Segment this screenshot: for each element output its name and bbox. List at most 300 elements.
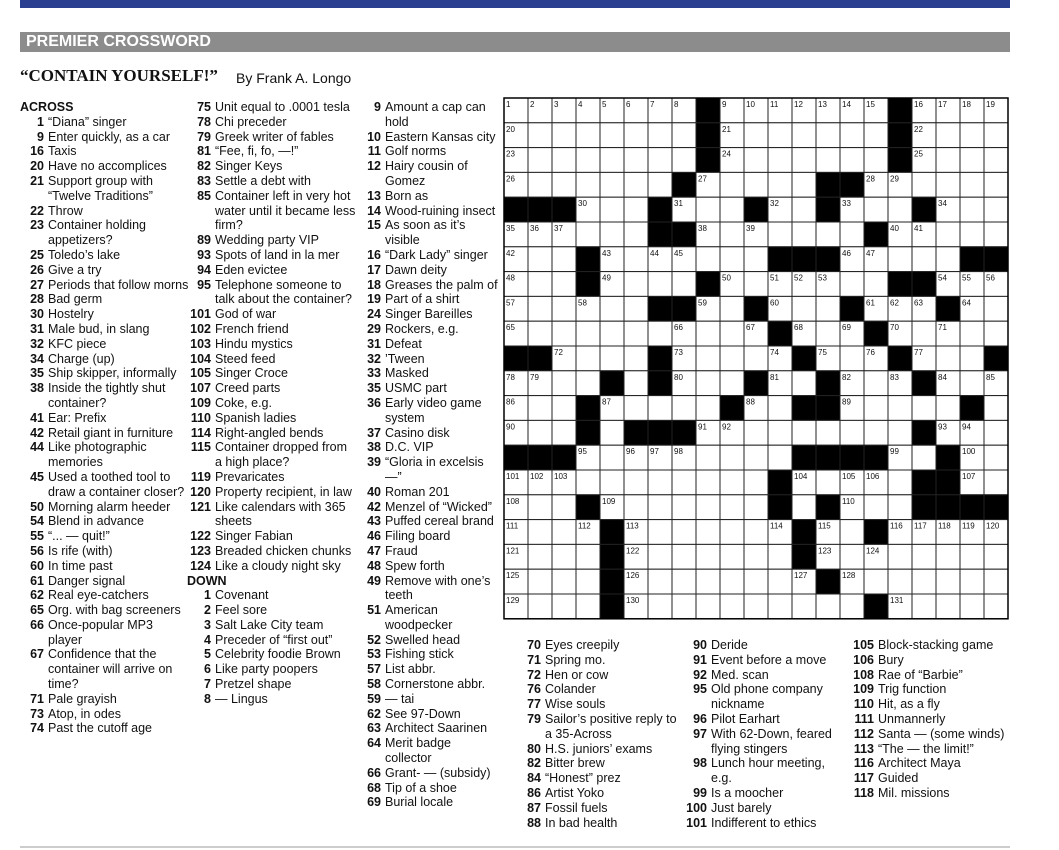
clue[interactable]	[517, 682, 677, 697]
grid-cell[interactable]	[672, 520, 696, 545]
grid-cell[interactable]	[864, 495, 888, 520]
grid-cell[interactable]	[552, 172, 576, 197]
grid-cell[interactable]	[744, 445, 768, 470]
clue[interactable]	[20, 115, 190, 130]
clue[interactable]	[20, 130, 190, 145]
grid-cell[interactable]	[624, 396, 648, 421]
clue[interactable]	[20, 514, 190, 529]
clue[interactable]	[683, 756, 848, 786]
grid-cell[interactable]	[552, 396, 576, 421]
grid-cell[interactable]	[840, 272, 864, 297]
clue[interactable]	[187, 307, 357, 322]
grid-cell[interactable]	[624, 272, 648, 297]
clue[interactable]	[683, 801, 848, 816]
clue[interactable]	[357, 204, 499, 219]
clue[interactable]	[357, 440, 499, 455]
clue[interactable]	[20, 307, 190, 322]
clue[interactable]	[357, 544, 499, 559]
grid-cell[interactable]	[744, 520, 768, 545]
clue[interactable]	[187, 189, 357, 233]
grid-cell[interactable]	[720, 197, 744, 222]
clue[interactable]	[357, 455, 499, 485]
grid-cell[interactable]	[528, 396, 552, 421]
grid-cell[interactable]	[552, 148, 576, 173]
grid-cell[interactable]	[552, 371, 576, 396]
clue[interactable]	[357, 795, 499, 810]
grid-cell[interactable]	[984, 222, 1008, 247]
grid-cell[interactable]	[912, 594, 936, 619]
grid-cell[interactable]	[816, 148, 840, 173]
clue[interactable]	[20, 322, 190, 337]
clue[interactable]	[187, 159, 357, 174]
grid-cell[interactable]	[624, 371, 648, 396]
grid-cell[interactable]	[936, 569, 960, 594]
grid-cell[interactable]	[576, 346, 600, 371]
clue[interactable]	[187, 322, 357, 337]
clue[interactable]	[187, 440, 357, 470]
clue[interactable]	[20, 544, 190, 559]
clue[interactable]	[20, 248, 190, 263]
grid-cell[interactable]	[792, 420, 816, 445]
grid-cell[interactable]	[864, 420, 888, 445]
clue[interactable]	[187, 618, 357, 633]
grid-cell[interactable]	[888, 247, 912, 272]
clue[interactable]	[850, 712, 1010, 727]
grid-cell[interactable]	[672, 594, 696, 619]
clue[interactable]	[517, 742, 677, 757]
clue[interactable]	[517, 668, 677, 683]
grid-cell[interactable]	[720, 222, 744, 247]
grid-cell[interactable]	[936, 172, 960, 197]
grid-cell[interactable]	[720, 569, 744, 594]
clue[interactable]	[357, 677, 499, 692]
grid-cell[interactable]	[576, 569, 600, 594]
clue[interactable]	[20, 366, 190, 381]
clue[interactable]	[20, 218, 190, 248]
grid-cell[interactable]	[696, 544, 720, 569]
clue[interactable]	[683, 638, 848, 653]
grid-cell[interactable]	[576, 470, 600, 495]
grid-cell[interactable]	[840, 544, 864, 569]
grid-cell[interactable]	[744, 346, 768, 371]
clue[interactable]	[357, 263, 499, 278]
grid-cell[interactable]	[600, 222, 624, 247]
grid-cell[interactable]	[960, 172, 984, 197]
clue[interactable]	[20, 337, 190, 352]
grid-cell[interactable]	[624, 172, 648, 197]
grid-cell[interactable]	[840, 346, 864, 371]
clue[interactable]	[357, 352, 499, 367]
grid-cell[interactable]	[768, 123, 792, 148]
grid-cell[interactable]	[624, 296, 648, 321]
clue[interactable]	[357, 292, 499, 307]
clue[interactable]	[517, 816, 677, 831]
grid-cell[interactable]	[768, 172, 792, 197]
grid-cell[interactable]	[672, 148, 696, 173]
grid-cell[interactable]	[768, 569, 792, 594]
clue[interactable]	[517, 712, 677, 742]
grid-cell[interactable]	[768, 148, 792, 173]
grid-cell[interactable]	[576, 222, 600, 247]
clue[interactable]	[20, 411, 190, 426]
clue[interactable]	[683, 816, 848, 831]
grid-cell[interactable]	[696, 247, 720, 272]
grid-cell[interactable]	[936, 346, 960, 371]
grid-cell[interactable]	[720, 594, 744, 619]
grid-cell[interactable]	[624, 222, 648, 247]
grid-cell[interactable]	[600, 197, 624, 222]
grid-cell[interactable]	[528, 544, 552, 569]
clue[interactable]	[20, 618, 190, 648]
grid-cell[interactable]	[552, 544, 576, 569]
clue[interactable]	[187, 130, 357, 145]
grid-cell[interactable]	[912, 445, 936, 470]
grid-cell[interactable]	[648, 172, 672, 197]
grid-cell[interactable]	[552, 569, 576, 594]
clue[interactable]	[850, 653, 1010, 668]
grid-cell[interactable]	[864, 396, 888, 421]
clue[interactable]	[20, 204, 190, 219]
grid-cell[interactable]	[840, 123, 864, 148]
crossword-grid[interactable]	[503, 97, 1009, 633]
clue[interactable]	[20, 692, 190, 707]
grid-cell[interactable]	[696, 445, 720, 470]
grid-cell[interactable]	[552, 296, 576, 321]
grid-cell[interactable]	[600, 148, 624, 173]
grid-cell[interactable]	[768, 222, 792, 247]
clue[interactable]	[357, 396, 499, 426]
grid-cell[interactable]	[888, 470, 912, 495]
grid-cell[interactable]	[672, 123, 696, 148]
grid-cell[interactable]	[696, 594, 720, 619]
grid-cell[interactable]	[528, 148, 552, 173]
grid-cell[interactable]	[960, 222, 984, 247]
grid-cell[interactable]	[792, 148, 816, 173]
grid-cell[interactable]	[888, 495, 912, 520]
grid-cell[interactable]	[984, 445, 1008, 470]
clue[interactable]	[850, 771, 1010, 786]
grid-cell[interactable]	[960, 594, 984, 619]
grid-cell[interactable]	[744, 272, 768, 297]
clue[interactable]	[517, 653, 677, 668]
clue[interactable]	[683, 786, 848, 801]
grid-cell[interactable]	[840, 520, 864, 545]
grid-cell[interactable]	[984, 172, 1008, 197]
clue[interactable]	[187, 426, 357, 441]
clue[interactable]	[357, 337, 499, 352]
grid-cell[interactable]	[696, 569, 720, 594]
grid-cell[interactable]	[936, 222, 960, 247]
clue[interactable]	[187, 485, 357, 500]
clue[interactable]	[357, 574, 499, 604]
grid-cell[interactable]	[528, 569, 552, 594]
grid-cell[interactable]	[624, 197, 648, 222]
clue[interactable]	[187, 278, 357, 308]
clue[interactable]	[357, 633, 499, 648]
grid-cell[interactable]	[648, 123, 672, 148]
clue[interactable]	[357, 100, 499, 130]
grid-cell[interactable]	[840, 148, 864, 173]
grid-cell[interactable]	[816, 321, 840, 346]
clue[interactable]	[20, 263, 190, 278]
grid-cell[interactable]	[648, 321, 672, 346]
grid-cell[interactable]	[600, 346, 624, 371]
grid-cell[interactable]	[528, 123, 552, 148]
grid-cell[interactable]	[912, 172, 936, 197]
grid-cell[interactable]	[576, 148, 600, 173]
grid-cell[interactable]	[648, 396, 672, 421]
grid-cell[interactable]	[960, 148, 984, 173]
grid-cell[interactable]	[648, 272, 672, 297]
clue[interactable]	[517, 756, 677, 771]
clue[interactable]	[187, 662, 357, 677]
clue[interactable]	[357, 647, 499, 662]
grid-cell[interactable]	[960, 123, 984, 148]
clue[interactable]	[357, 603, 499, 633]
grid-cell[interactable]	[600, 172, 624, 197]
grid-cell[interactable]	[552, 272, 576, 297]
clue[interactable]	[850, 756, 1010, 771]
grid-cell[interactable]	[888, 197, 912, 222]
grid-cell[interactable]	[600, 445, 624, 470]
clue[interactable]	[683, 653, 848, 668]
grid-cell[interactable]	[552, 420, 576, 445]
clue[interactable]	[517, 786, 677, 801]
grid-cell[interactable]	[792, 123, 816, 148]
clue[interactable]	[20, 381, 190, 411]
grid-cell[interactable]	[528, 172, 552, 197]
grid-cell[interactable]	[696, 520, 720, 545]
grid-cell[interactable]	[528, 321, 552, 346]
clue[interactable]	[20, 159, 190, 174]
grid-cell[interactable]	[768, 445, 792, 470]
clue[interactable]	[20, 440, 190, 470]
clue[interactable]	[357, 500, 499, 515]
clue[interactable]	[357, 485, 499, 500]
grid-cell[interactable]	[552, 520, 576, 545]
grid-cell[interactable]	[912, 544, 936, 569]
clue[interactable]	[20, 721, 190, 736]
grid-cell[interactable]	[744, 569, 768, 594]
grid-cell[interactable]	[744, 420, 768, 445]
grid-cell[interactable]	[624, 346, 648, 371]
grid-cell[interactable]	[744, 544, 768, 569]
grid-cell[interactable]	[888, 396, 912, 421]
grid-cell[interactable]	[936, 148, 960, 173]
clue[interactable]	[683, 727, 848, 757]
clue[interactable]	[357, 514, 499, 529]
grid-cell[interactable]	[864, 371, 888, 396]
clue[interactable]	[187, 411, 357, 426]
clue[interactable]	[20, 588, 190, 603]
clue[interactable]	[187, 174, 357, 189]
grid-cell[interactable]	[600, 296, 624, 321]
clue[interactable]	[187, 144, 357, 159]
clue[interactable]	[357, 144, 499, 159]
clue[interactable]	[850, 668, 1010, 683]
clue[interactable]	[20, 529, 190, 544]
grid-cell[interactable]	[648, 544, 672, 569]
grid-cell[interactable]	[576, 371, 600, 396]
grid-cell[interactable]	[744, 470, 768, 495]
clue[interactable]	[850, 742, 1010, 757]
grid-cell[interactable]	[960, 371, 984, 396]
clue[interactable]	[20, 174, 190, 204]
clue[interactable]	[187, 500, 357, 530]
grid-cell[interactable]	[792, 172, 816, 197]
clue[interactable]	[187, 647, 357, 662]
clue[interactable]	[357, 692, 499, 707]
clue[interactable]	[517, 801, 677, 816]
grid-cell[interactable]	[816, 420, 840, 445]
grid-cell[interactable]	[888, 569, 912, 594]
grid-cell[interactable]	[984, 594, 1008, 619]
clue[interactable]	[357, 766, 499, 781]
grid-cell[interactable]	[816, 470, 840, 495]
grid-cell[interactable]	[960, 544, 984, 569]
clue[interactable]	[20, 500, 190, 515]
clue[interactable]	[20, 278, 190, 293]
clue[interactable]	[683, 668, 848, 683]
clue[interactable]	[187, 396, 357, 411]
clue[interactable]	[20, 574, 190, 589]
grid-cell[interactable]	[648, 569, 672, 594]
grid-cell[interactable]	[672, 272, 696, 297]
clue[interactable]	[357, 529, 499, 544]
clue[interactable]	[187, 366, 357, 381]
clue[interactable]	[187, 544, 357, 559]
grid-cell[interactable]	[624, 321, 648, 346]
grid-cell[interactable]	[744, 594, 768, 619]
grid-cell[interactable]	[672, 569, 696, 594]
clue[interactable]	[850, 697, 1010, 712]
clue[interactable]	[357, 189, 499, 204]
grid-cell[interactable]	[792, 594, 816, 619]
grid-cell[interactable]	[720, 371, 744, 396]
clue[interactable]	[683, 682, 848, 712]
grid-cell[interactable]	[624, 123, 648, 148]
grid-cell[interactable]	[696, 396, 720, 421]
clue[interactable]	[357, 559, 499, 574]
grid-cell[interactable]	[864, 197, 888, 222]
grid-cell[interactable]	[576, 123, 600, 148]
grid-cell[interactable]	[624, 148, 648, 173]
grid-cell[interactable]	[648, 148, 672, 173]
grid-cell[interactable]	[528, 594, 552, 619]
grid-cell[interactable]	[936, 247, 960, 272]
grid-cell[interactable]	[720, 321, 744, 346]
grid-cell[interactable]	[744, 172, 768, 197]
grid-cell[interactable]	[792, 296, 816, 321]
grid-cell[interactable]	[984, 569, 1008, 594]
grid-cell[interactable]	[984, 544, 1008, 569]
grid-cell[interactable]	[720, 470, 744, 495]
clue[interactable]	[357, 322, 499, 337]
clue[interactable]	[20, 144, 190, 159]
grid-cell[interactable]	[720, 495, 744, 520]
clue[interactable]	[187, 677, 357, 692]
grid-cell[interactable]	[672, 544, 696, 569]
grid-cell[interactable]	[912, 247, 936, 272]
clue[interactable]	[357, 781, 499, 796]
clue[interactable]	[357, 662, 499, 677]
grid-cell[interactable]	[696, 470, 720, 495]
grid-cell[interactable]	[840, 594, 864, 619]
grid-cell[interactable]	[600, 321, 624, 346]
grid-cell[interactable]	[936, 594, 960, 619]
clue[interactable]	[850, 682, 1010, 697]
clue[interactable]	[20, 647, 190, 691]
grid-cell[interactable]	[528, 272, 552, 297]
clue[interactable]	[20, 292, 190, 307]
clue[interactable]	[187, 603, 357, 618]
grid-cell[interactable]	[528, 247, 552, 272]
grid-cell[interactable]	[768, 594, 792, 619]
clue[interactable]	[357, 218, 499, 248]
clue[interactable]	[187, 100, 357, 115]
clue[interactable]	[187, 588, 357, 603]
grid-cell[interactable]	[912, 321, 936, 346]
grid-cell[interactable]	[696, 197, 720, 222]
clue[interactable]	[187, 559, 357, 574]
clue[interactable]	[357, 736, 499, 766]
grid-cell[interactable]	[552, 321, 576, 346]
clue[interactable]	[850, 727, 1010, 742]
clue[interactable]	[187, 633, 357, 648]
clue[interactable]	[20, 603, 190, 618]
clue[interactable]	[357, 130, 499, 145]
grid-cell[interactable]	[624, 495, 648, 520]
grid-cell[interactable]	[648, 594, 672, 619]
grid-cell[interactable]	[912, 396, 936, 421]
grid-cell[interactable]	[840, 222, 864, 247]
grid-cell[interactable]	[768, 420, 792, 445]
clue[interactable]	[357, 366, 499, 381]
clue[interactable]	[357, 381, 499, 396]
grid-cell[interactable]	[696, 346, 720, 371]
clue[interactable]	[20, 352, 190, 367]
clue[interactable]	[187, 470, 357, 485]
grid-cell[interactable]	[816, 296, 840, 321]
grid-cell[interactable]	[744, 247, 768, 272]
grid-cell[interactable]	[624, 470, 648, 495]
grid-cell[interactable]	[720, 544, 744, 569]
grid-cell[interactable]	[528, 495, 552, 520]
clue[interactable]	[683, 712, 848, 727]
grid-cell[interactable]	[528, 296, 552, 321]
grid-cell[interactable]	[696, 371, 720, 396]
grid-cell[interactable]	[576, 321, 600, 346]
clue[interactable]	[850, 786, 1010, 801]
grid-cell[interactable]	[744, 148, 768, 173]
grid-cell[interactable]	[672, 396, 696, 421]
clue[interactable]	[357, 707, 499, 722]
grid-cell[interactable]	[792, 222, 816, 247]
grid-cell[interactable]	[552, 594, 576, 619]
grid-cell[interactable]	[984, 148, 1008, 173]
grid-cell[interactable]	[552, 247, 576, 272]
grid-cell[interactable]	[720, 247, 744, 272]
grid-cell[interactable]	[720, 296, 744, 321]
grid-cell[interactable]	[600, 470, 624, 495]
clue[interactable]	[187, 381, 357, 396]
grid-cell[interactable]	[984, 470, 1008, 495]
grid-cell[interactable]	[960, 346, 984, 371]
grid-cell[interactable]	[768, 544, 792, 569]
clue[interactable]	[187, 248, 357, 263]
grid-cell[interactable]	[744, 123, 768, 148]
grid-cell[interactable]	[960, 321, 984, 346]
